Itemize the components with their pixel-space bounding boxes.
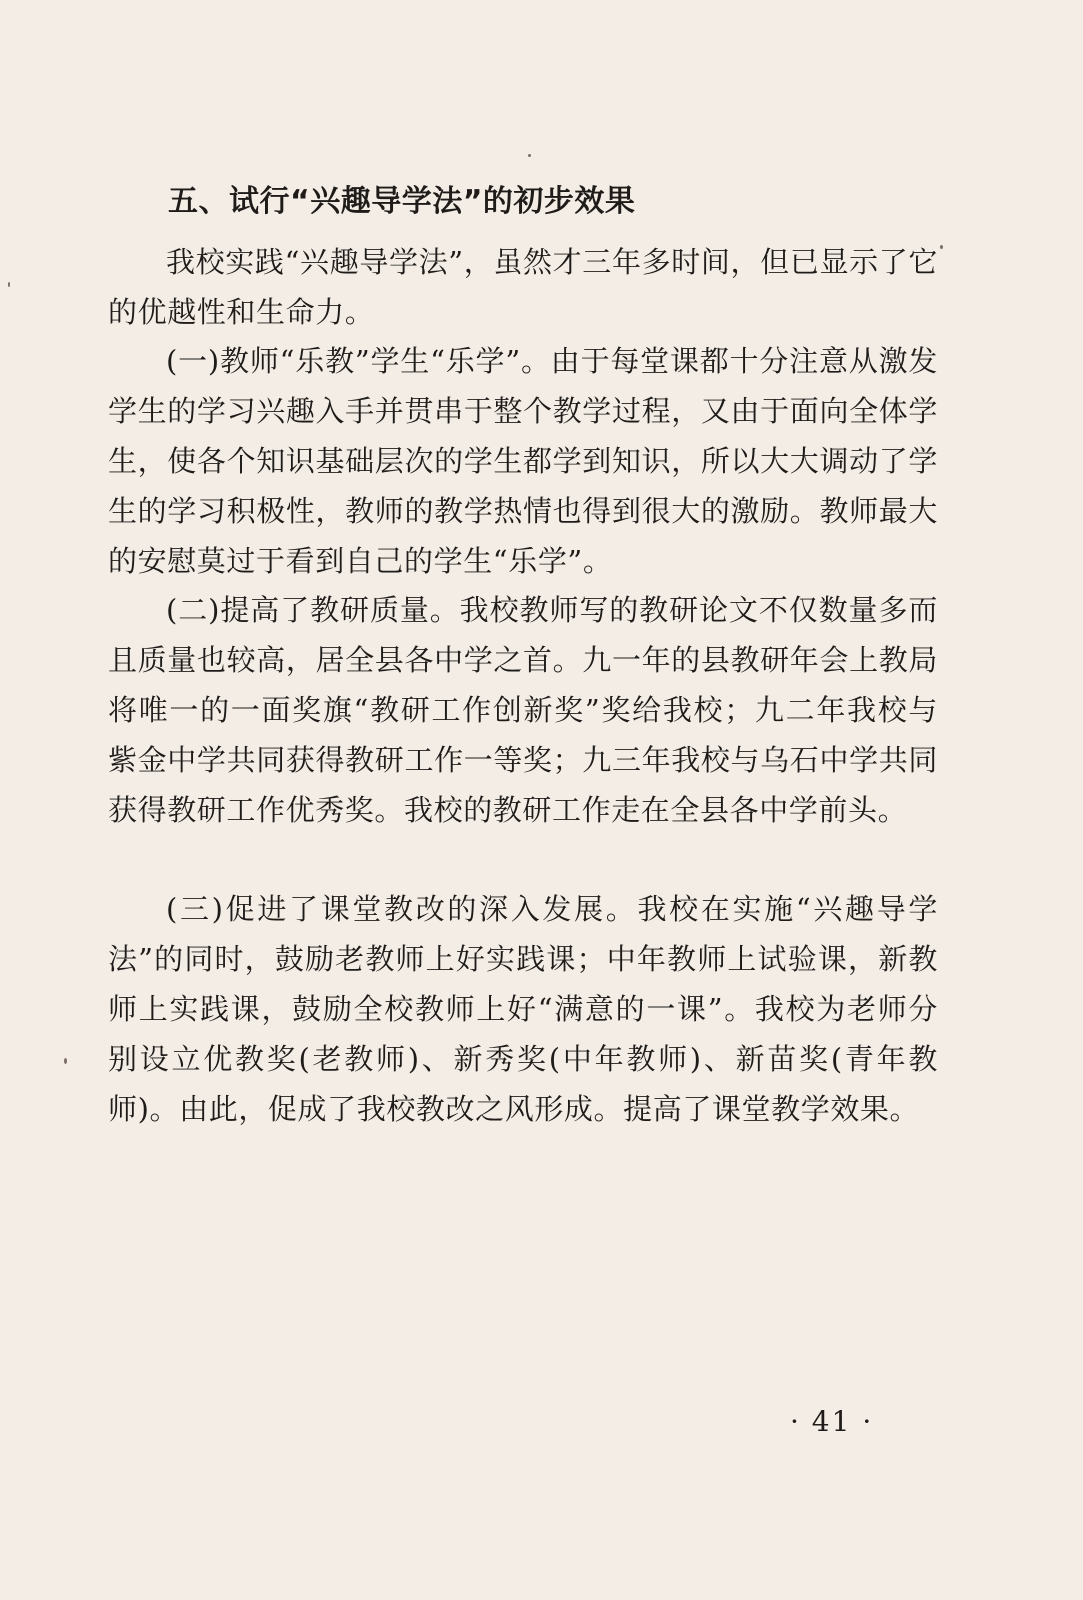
paper-speck: [8, 282, 10, 287]
paragraph-point-3: (三)促进了课堂教改的深入发展。我校在实施“兴趣导学法”的同时，鼓励老教师上好实践课；中年教师上试验课，新教师上实践课，鼓励全校教师上好“满意的一课”。我校为老师分别设立优教奖(老教师)、新秀奖(中年教师)、新苗奖(青年教师)。由此，促成了我校教改之风形成。提高了课堂教学效果。: [108, 892, 938, 1126]
paper-speck: [528, 154, 531, 157]
paragraph-point-1: (一)教师“乐教”学生“乐学”。由于每堂课都十分注意从激发学生的学习兴趣入手并贯串于整个教学过程，又由于面向全体学生，使各个知识基础层次的学生都学到知识，所以大大调动了学生的学习积极性，教师的教学热情也得到很大的激励。教师最大的安慰莫过于看到自己的学生“乐学”。: [108, 344, 938, 578]
paper-speck: [64, 1058, 67, 1064]
paragraph-point-2: (二)提高了教研质量。我校教师写的教研论文不仅数量多而且质量也较高，居全县各中学之首。九一年的县教研年会上教局将唯一的一面奖旗“教研工作创新奖”奖给我校；九二年我校与紫金中学共同获得教研工作一等奖；九三年我校与乌石中学共同获得教研工作优秀奖。我校的教研工作走在全县各中学前头。: [108, 593, 938, 827]
paragraph-intro: 我校实践“兴趣导学法”，虽然才三年多时间，但已显示了它的优越性和生命力。: [108, 245, 938, 329]
paper-speck: [940, 245, 943, 249]
page-number: · 41 ·: [790, 1405, 874, 1438]
section-heading: 五、试行“兴趣导学法”的初步效果: [168, 184, 636, 219]
